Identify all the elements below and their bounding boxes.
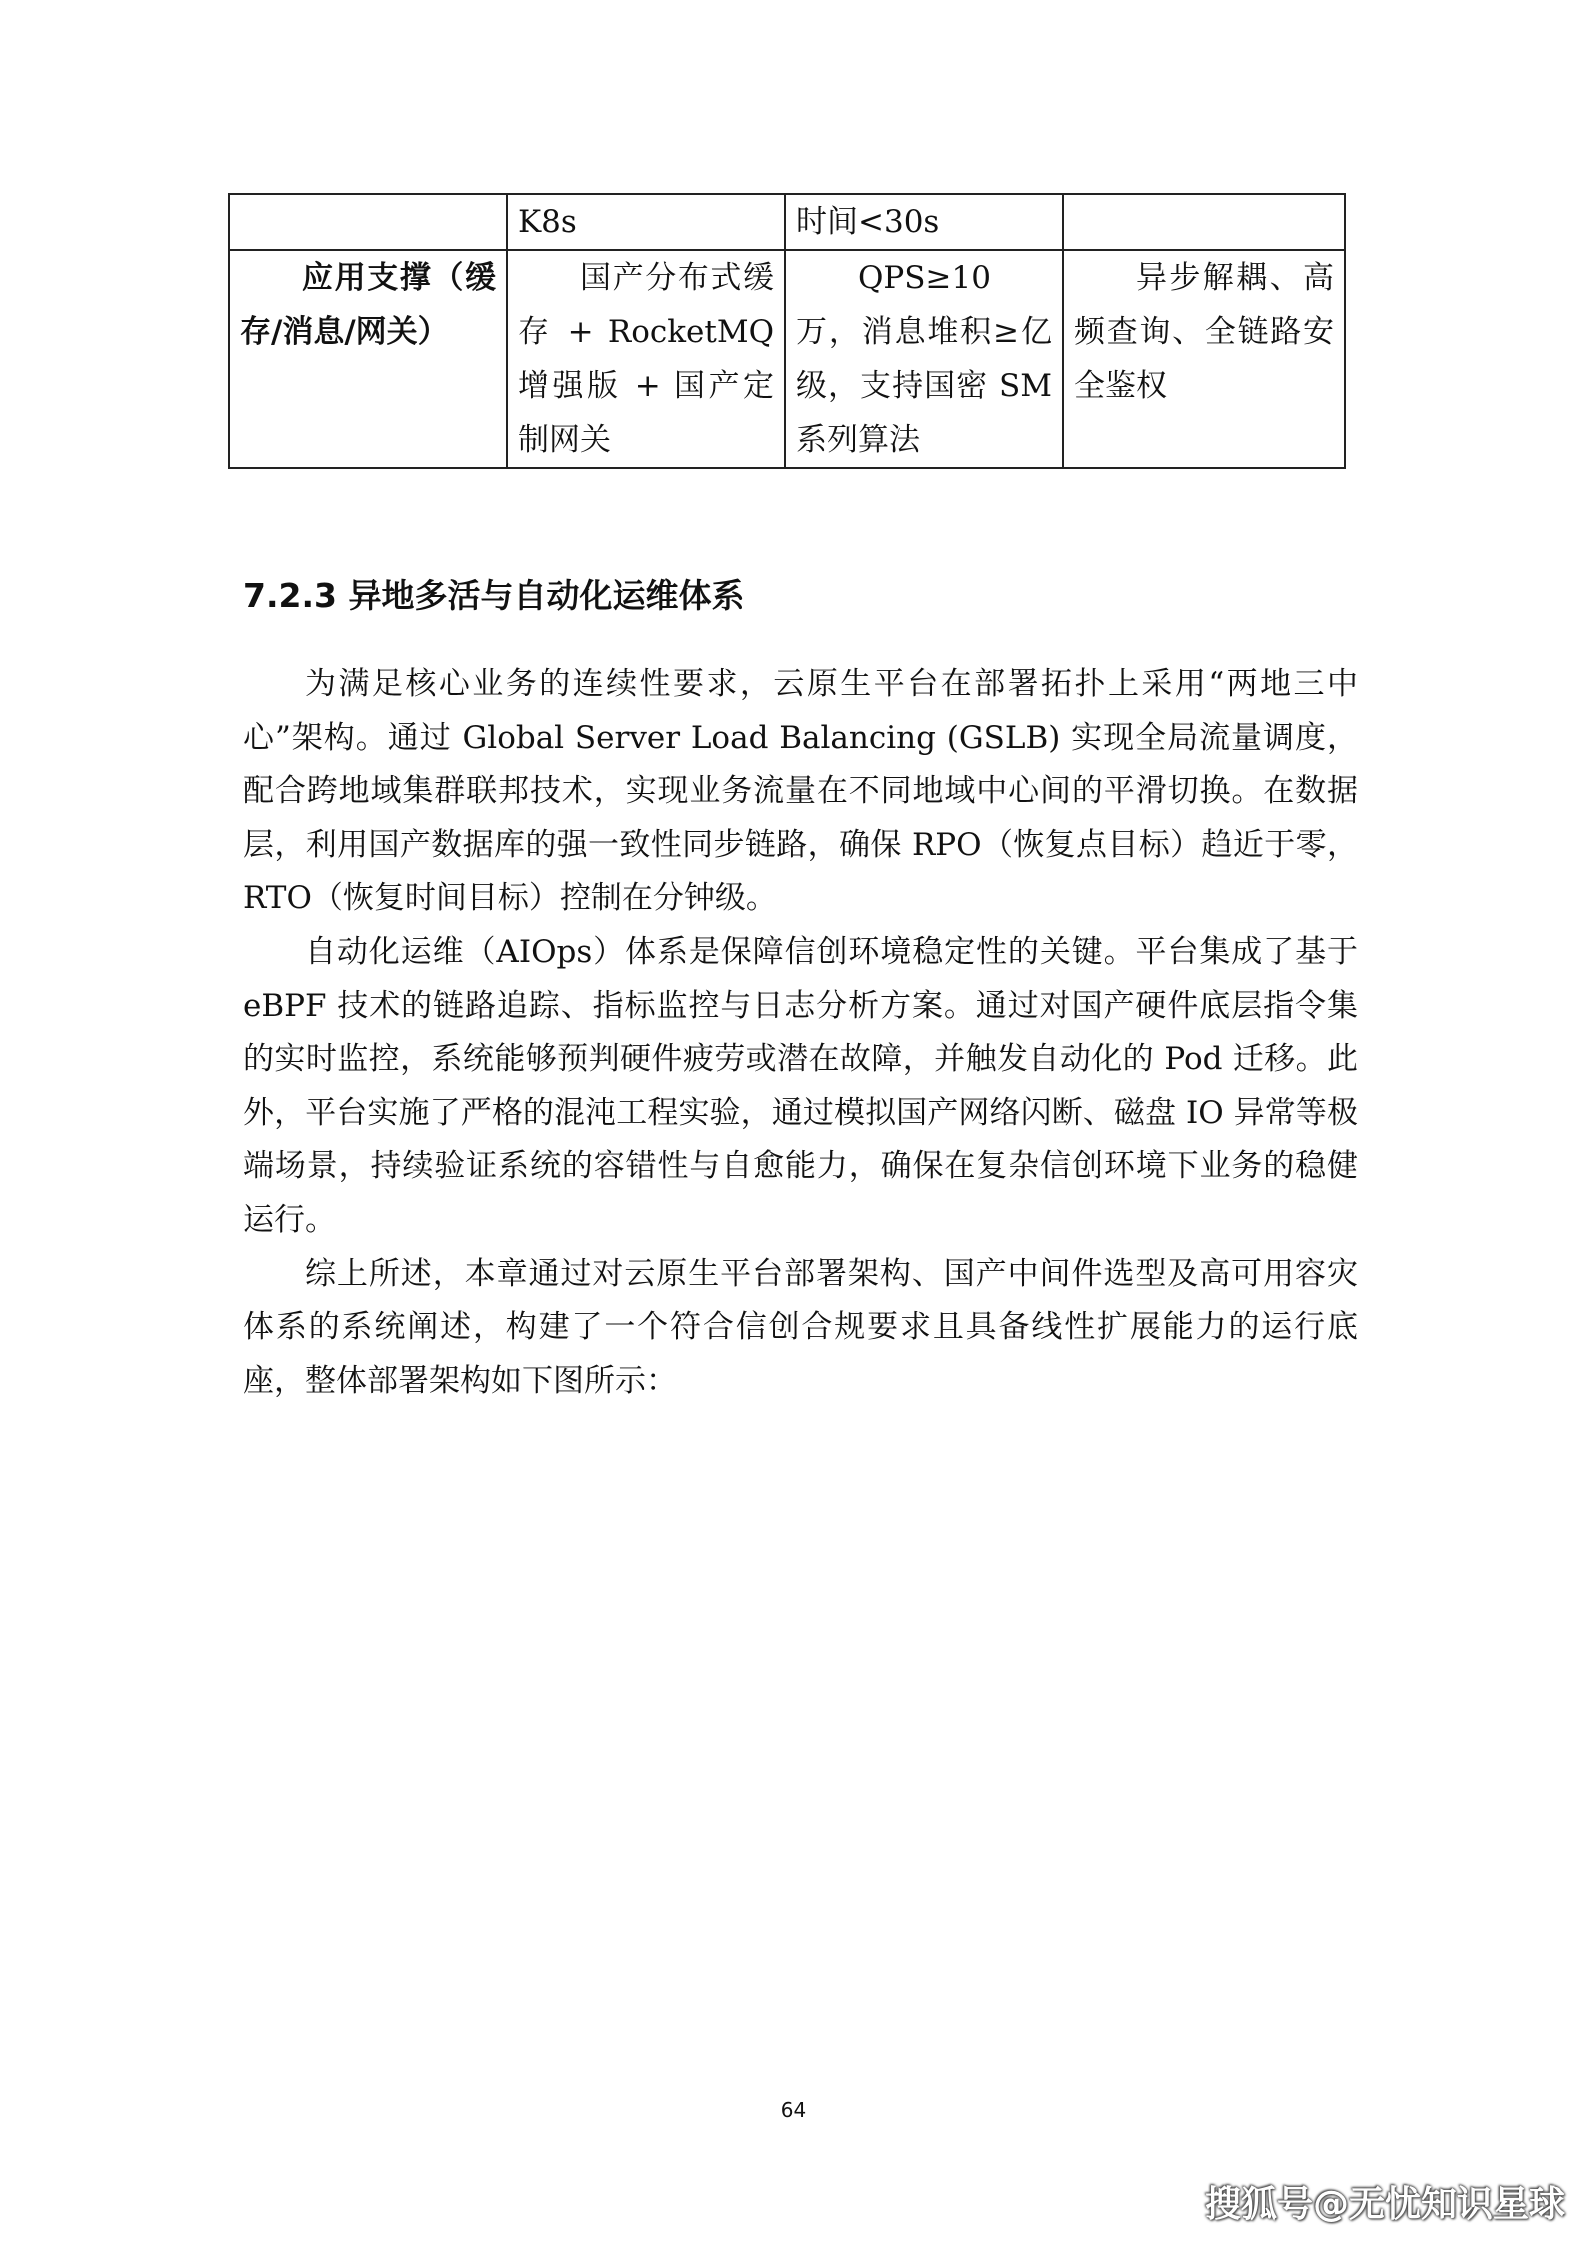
body-text (243, 658, 1358, 1408)
table-cell-category: 应用支撑（缓存/消息/网关） (229, 250, 507, 468)
table-cell (1063, 194, 1345, 250)
paragraph: 综上所述，本章通过对云原生平台部署架构、国产中间件选型及高可用容灾体系的系统阐述，构建了一个符合信创合规要求且具备线性扩展能力的运行底座，整体部署架构如下图所示： (243, 1255, 1358, 1399)
table-cell (229, 194, 507, 250)
table-cell: 时间<30s (785, 194, 1063, 250)
paragraph: 自动化运维（AIOps）体系是保障信创环境稳定性的关键。平台集成了基于 eBPF 技术的链路追踪、指标监控与日志分析方案。通过对国产硬件底层指令集的实时监控，系统能够预判硬件疲劳或潜在故障，并触发自动化的 Pod 迁移。此外，平台实施了严格的混沌工程实验，通过模拟国产网络闪断、磁盘 IO 异常等极端场景，持续验证系统的容错性与自愈能力，确保在复杂信创环境下业务的稳健运行。 (243, 933, 1358, 1238)
watermark: 搜狐号@无忧知识星球 (1204, 2184, 1565, 2225)
table-cell: 异步解耦、高频查询、全链路安全鉴权 (1063, 250, 1345, 468)
table-cell: 国产分布式缓存 + RocketMQ 增强版 + 国产定制网关 (507, 250, 785, 468)
paragraph: 为满足核心业务的连续性要求，云原生平台在部署拓扑上采用“两地三中心”架构。通过 Global Server Load Balancing (GSLB) 实现全局流量调度，配合跨地域集群联邦技术，实现业务流量在不同地域中心间的平滑切换。在数据层，利用国产数据库的强一致性同步链路，确保 RPO（恢复点目标）趋近于零，RTO（恢复时间目标）控制在分钟级。 (243, 666, 1358, 917)
table-row (229, 194, 1345, 250)
spec-table (228, 193, 1346, 469)
section-heading: 7.2.3 异地多活与自动化运维体系 (243, 576, 745, 615)
page-number: 64 (780, 2098, 807, 2122)
table-cell: QPS≥10 万，消息堆积≥亿级，支持国密 SM 系列算法 (785, 250, 1063, 468)
table-row (229, 250, 1345, 468)
table-cell: K8s (507, 194, 785, 250)
